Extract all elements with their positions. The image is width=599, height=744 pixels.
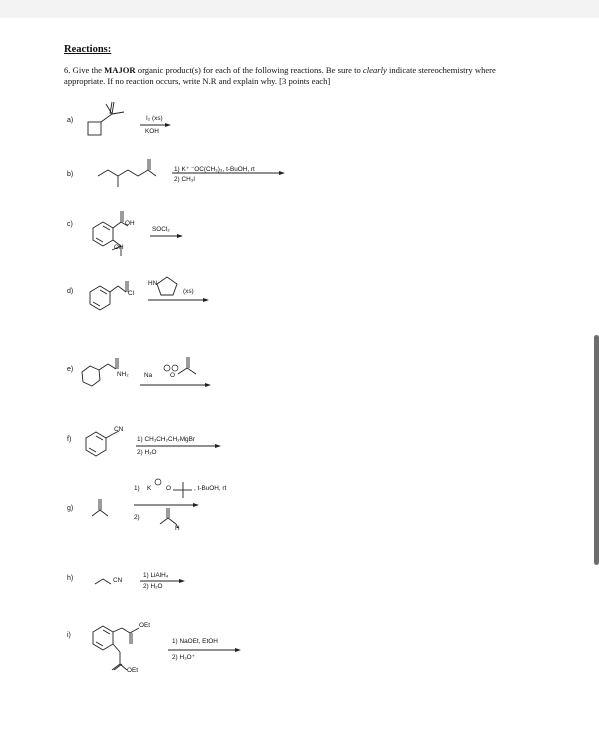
label-f: f) [67, 436, 72, 443]
structure-i [93, 626, 139, 670]
atom-d-hn: HN [148, 280, 158, 287]
atom-e-o: O [170, 372, 175, 379]
question-lead: Give the [72, 65, 102, 75]
reagent-h-2: 2) H₂O [143, 583, 163, 590]
reagent-h-1: 1) LiAlH₄ [143, 572, 169, 579]
label-h: h) [67, 575, 74, 582]
atom-f-cn: CN [114, 426, 124, 433]
structure-f [86, 431, 119, 456]
question-clearly: clearly [362, 65, 387, 75]
question-middle: organic product(s) for each of the following reactions. Be sure to [137, 65, 361, 75]
structure-h [95, 579, 111, 584]
reagent-a-bottom: KOH [145, 128, 159, 135]
reagent-g-step1: 1) [134, 485, 140, 492]
arrow-a [140, 123, 171, 127]
reagent-b-1: 1) K⁺ ⁻OC(CH₃)₃, t-BuOH, rt [174, 166, 255, 173]
tert-butoxide-g [155, 479, 192, 498]
pyrrolidine-d [157, 277, 177, 295]
reagent-b-2: 2) CH₃I [174, 176, 196, 183]
reagent-g-solvent: , t-BuOH, rt [194, 485, 227, 492]
question-tail: indicate stereochemistry where appropriate. If no reaction occurs, write N.R and explain why. [3 points each] [64, 65, 496, 86]
reagent-g-step2: 2) [134, 514, 140, 521]
reagent-a-top: I₂ (xs) [146, 115, 163, 122]
reagent-f-1: 1) CH₃CH₂CH₂MgBr [137, 436, 195, 443]
arrow-e [140, 383, 211, 387]
question-number: 6. [64, 65, 71, 75]
arrow-g [134, 503, 199, 507]
atom-i-oet-top: OEt [139, 622, 151, 629]
arrow-d [148, 298, 209, 302]
structure-e [82, 358, 118, 386]
label-g: g) [67, 505, 74, 512]
arrow-f [136, 444, 221, 448]
label-c: c) [67, 221, 73, 228]
acetate-e [164, 357, 196, 374]
structure-g [92, 499, 108, 516]
reagent-c: SOCl₂ [152, 226, 170, 233]
atom-d-cl: Cl [128, 290, 135, 297]
reagent-i-1: 1) NaOEt, EtOH [172, 638, 218, 645]
structure-d [90, 281, 128, 310]
atom-g-o: O [166, 485, 171, 492]
atom-e-nh2: NH₂ [117, 371, 129, 378]
label-a: a) [67, 117, 74, 124]
label-d: d) [67, 288, 74, 295]
reagent-g-k: K [147, 485, 152, 492]
arrow-i [168, 648, 241, 652]
atom-c-oh-top: OH [125, 220, 135, 227]
atom-i-oet-bottom: OEt [127, 667, 139, 674]
reagent-d-xs: (xs) [183, 288, 194, 295]
structure-b [98, 159, 156, 187]
reagent-e-na: Na [144, 372, 153, 379]
atom-h-cn: CN [113, 577, 123, 584]
atom-c-oh-bottom: OH [114, 244, 124, 251]
reactions-heading: Reactions: [64, 44, 112, 55]
reagent-f-2: 2) H₂O [137, 449, 157, 456]
arrow-c [150, 234, 183, 238]
question-major: MAJOR [104, 65, 136, 75]
reagent-i-2: 2) H₃O⁺ [172, 654, 196, 661]
structure-a [88, 102, 124, 135]
label-i: i) [67, 632, 71, 639]
label-b: b) [67, 171, 74, 178]
label-e: e) [67, 366, 74, 373]
atom-g-h: H [175, 525, 180, 532]
